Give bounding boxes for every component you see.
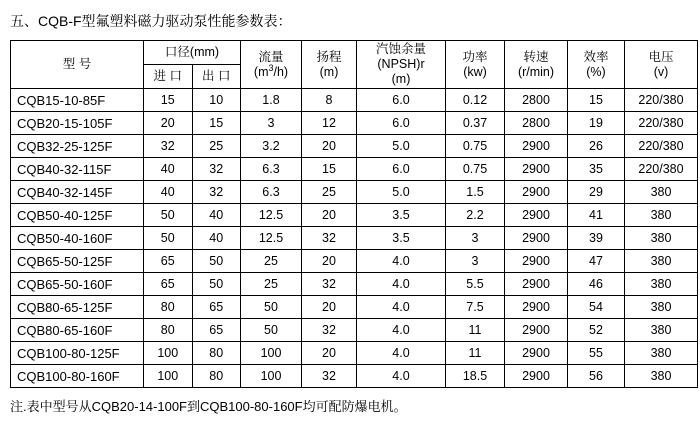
cell-model: CQB50-40-125F: [11, 204, 144, 227]
header-flow-unit-prefix: (m: [253, 64, 269, 79]
cell-efficiency: 54: [568, 296, 625, 319]
cell-flow: 1.8: [241, 89, 302, 112]
cell-model: CQB20-15-105F: [11, 112, 144, 135]
cell-npsh: 4.0: [357, 319, 446, 342]
cell-outlet: 32: [192, 181, 241, 204]
cell-model: CQB80-65-160F: [11, 319, 144, 342]
cell-efficiency: 56: [568, 365, 625, 388]
cell-inlet: 65: [144, 250, 193, 273]
cell-speed: 2900: [505, 158, 568, 181]
cell-head: 32: [302, 365, 357, 388]
cell-head: 32: [302, 227, 357, 250]
header-voltage-label: 电压: [648, 49, 674, 64]
header-head-label: 扬程: [316, 49, 342, 64]
cell-inlet: 100: [144, 342, 193, 365]
cell-inlet: 50: [144, 204, 193, 227]
cell-power: 2.2: [446, 204, 505, 227]
cell-flow: 100: [241, 342, 302, 365]
cell-head: 32: [302, 273, 357, 296]
cell-flow: 6.3: [241, 158, 302, 181]
header-model: 型 号: [11, 41, 144, 89]
cell-voltage: 380: [625, 227, 698, 250]
header-head-unit: (m): [319, 64, 339, 79]
cell-voltage: 220/380: [625, 112, 698, 135]
cell-speed: 2900: [505, 365, 568, 388]
cell-model: CQB100-80-160F: [11, 365, 144, 388]
cell-model: CQB50-40-160F: [11, 227, 144, 250]
cell-flow: 3.2: [241, 135, 302, 158]
cell-inlet: 80: [144, 296, 193, 319]
table-row: [11, 89, 698, 112]
cell-flow: 25: [241, 250, 302, 273]
cell-voltage: 220/380: [625, 158, 698, 181]
table-row: [11, 250, 698, 273]
cell-npsh: 5.0: [357, 181, 446, 204]
cell-model: CQB32-25-125F: [11, 135, 144, 158]
cell-head: 20: [302, 250, 357, 273]
cell-head: 20: [302, 204, 357, 227]
cell-power: 5.5: [446, 273, 505, 296]
table-row: [11, 204, 698, 227]
cell-outlet: 15: [192, 112, 241, 135]
table-row: [11, 342, 698, 365]
header-efficiency-unit: (%): [586, 64, 606, 79]
cell-npsh: 4.0: [357, 250, 446, 273]
table-row: [11, 227, 698, 250]
cell-power: 3: [446, 227, 505, 250]
cell-voltage: 380: [625, 342, 698, 365]
cell-outlet: 50: [192, 273, 241, 296]
cell-voltage: 380: [625, 181, 698, 204]
table-row: [11, 135, 698, 158]
cell-speed: 2900: [505, 319, 568, 342]
header-speed: [505, 41, 568, 89]
cell-speed: 2800: [505, 89, 568, 112]
header-power-unit: (kw): [463, 64, 487, 79]
cell-head: 20: [302, 296, 357, 319]
cell-head: 12: [302, 112, 357, 135]
cell-voltage: 380: [625, 204, 698, 227]
cell-voltage: 380: [625, 319, 698, 342]
cell-efficiency: 19: [568, 112, 625, 135]
pump-performance-table: [10, 40, 698, 388]
cell-npsh: 4.0: [357, 296, 446, 319]
cell-flow: 50: [241, 296, 302, 319]
cell-speed: 2900: [505, 296, 568, 319]
cell-head: 20: [302, 135, 357, 158]
cell-speed: 2900: [505, 181, 568, 204]
cell-voltage: 220/380: [625, 89, 698, 112]
cell-efficiency: 52: [568, 319, 625, 342]
cell-model: CQB100-80-125F: [11, 342, 144, 365]
cell-flow: 3: [241, 112, 302, 135]
cell-flow: 100: [241, 365, 302, 388]
cell-speed: 2900: [505, 227, 568, 250]
table-body: [11, 89, 698, 388]
cell-outlet: 10: [192, 89, 241, 112]
header-head: [302, 41, 357, 89]
cell-flow: 12.5: [241, 227, 302, 250]
cell-npsh: 3.5: [357, 204, 446, 227]
cell-npsh: 4.0: [357, 365, 446, 388]
cell-outlet: 65: [192, 296, 241, 319]
cell-speed: 2900: [505, 135, 568, 158]
cell-model: CQB40-32-145F: [11, 181, 144, 204]
cell-inlet: 40: [144, 181, 193, 204]
cell-power: 1.5: [446, 181, 505, 204]
cell-speed: 2800: [505, 112, 568, 135]
cell-voltage: 220/380: [625, 135, 698, 158]
cell-efficiency: 15: [568, 89, 625, 112]
header-flow: [241, 41, 302, 89]
header-power-label: 功率: [462, 49, 488, 64]
cell-power: 0.37: [446, 112, 505, 135]
cell-speed: 2900: [505, 273, 568, 296]
cell-inlet: 20: [144, 112, 193, 135]
table-header: [11, 41, 698, 89]
cell-inlet: 100: [144, 365, 193, 388]
header-npsh-label: 汽蚀余量: [375, 42, 426, 56]
cell-power: 3: [446, 250, 505, 273]
cell-flow: 6.3: [241, 181, 302, 204]
header-npsh-unit1: (NPSH)r: [377, 57, 425, 71]
cell-voltage: 380: [625, 296, 698, 319]
cell-flow: 50: [241, 319, 302, 342]
cell-outlet: 40: [192, 204, 241, 227]
cell-outlet: 80: [192, 365, 241, 388]
cell-inlet: 80: [144, 319, 193, 342]
cell-efficiency: 35: [568, 158, 625, 181]
cell-power: 0.12: [446, 89, 505, 112]
cell-npsh: 3.5: [357, 227, 446, 250]
cell-outlet: 25: [192, 135, 241, 158]
cell-power: 0.75: [446, 158, 505, 181]
cell-speed: 2900: [505, 204, 568, 227]
cell-model: CQB65-50-125F: [11, 250, 144, 273]
cell-efficiency: 41: [568, 204, 625, 227]
cell-model: CQB40-32-115F: [11, 158, 144, 181]
cell-outlet: 50: [192, 250, 241, 273]
cell-speed: 2900: [505, 250, 568, 273]
cell-efficiency: 26: [568, 135, 625, 158]
cell-flow: 25: [241, 273, 302, 296]
cell-efficiency: 55: [568, 342, 625, 365]
header-flow-unit: [243, 62, 299, 80]
cell-model: CQB65-50-160F: [11, 273, 144, 296]
cell-voltage: 380: [625, 273, 698, 296]
table-note: 注.表中型号从CQB20-14-100F到CQB100-80-160F均可配防爆电机。: [10, 399, 407, 414]
cell-power: 18.5: [446, 365, 505, 388]
table-row: [11, 181, 698, 204]
header-flow-label: 流量: [258, 49, 284, 64]
page-title: 五、CQB-F型氟塑料磁力驱动泵性能参数表：: [10, 13, 292, 29]
cell-voltage: 380: [625, 250, 698, 273]
cell-head: 8: [302, 89, 357, 112]
table-row: [11, 158, 698, 181]
cell-head: 32: [302, 319, 357, 342]
table-row: [11, 319, 698, 342]
cell-outlet: 32: [192, 158, 241, 181]
cell-power: 0.75: [446, 135, 505, 158]
header-diameter-outlet: 出 口: [192, 65, 241, 89]
header-voltage: [625, 41, 698, 89]
cell-voltage: 380: [625, 365, 698, 388]
header-npsh: [357, 41, 446, 89]
cell-model: CQB80-65-125F: [11, 296, 144, 319]
cell-outlet: 80: [192, 342, 241, 365]
cell-inlet: 40: [144, 158, 193, 181]
cell-npsh: 6.0: [357, 158, 446, 181]
cell-head: 15: [302, 158, 357, 181]
header-speed-label: 转速: [523, 49, 549, 64]
header-power: [446, 41, 505, 89]
cell-npsh: 4.0: [357, 273, 446, 296]
cell-flow: 12.5: [241, 204, 302, 227]
cell-efficiency: 47: [568, 250, 625, 273]
cell-speed: 2900: [505, 342, 568, 365]
header-flow-unit-sup: 3: [268, 62, 274, 73]
cell-power: 7.5: [446, 296, 505, 319]
header-npsh-unit2: (m): [391, 72, 411, 86]
cell-inlet: 15: [144, 89, 193, 112]
cell-npsh: 6.0: [357, 89, 446, 112]
cell-head: 25: [302, 181, 357, 204]
cell-power: 11: [446, 342, 505, 365]
cell-inlet: 65: [144, 273, 193, 296]
cell-head: 20: [302, 342, 357, 365]
header-flow-unit-suffix: /h): [273, 64, 289, 79]
header-efficiency-label: 效率: [583, 49, 609, 64]
header-diameter-inlet: 进 口: [144, 65, 193, 89]
table-row: [11, 365, 698, 388]
cell-efficiency: 29: [568, 181, 625, 204]
header-speed-unit: (r/min): [517, 64, 555, 79]
cell-outlet: 40: [192, 227, 241, 250]
header-voltage-unit: (v): [653, 64, 669, 79]
cell-power: 11: [446, 319, 505, 342]
table-header-row-1: [11, 41, 698, 65]
header-efficiency: [568, 41, 625, 89]
cell-efficiency: 39: [568, 227, 625, 250]
cell-inlet: 32: [144, 135, 193, 158]
cell-npsh: 5.0: [357, 135, 446, 158]
table-row: [11, 296, 698, 319]
cell-npsh: 6.0: [357, 112, 446, 135]
table-row: [11, 273, 698, 296]
cell-npsh: 4.0: [357, 342, 446, 365]
table-row: [11, 112, 698, 135]
cell-model: CQB15-10-85F: [11, 89, 144, 112]
cell-outlet: 65: [192, 319, 241, 342]
cell-efficiency: 46: [568, 273, 625, 296]
cell-inlet: 50: [144, 227, 193, 250]
header-diameter: 口径(mm): [144, 41, 241, 65]
